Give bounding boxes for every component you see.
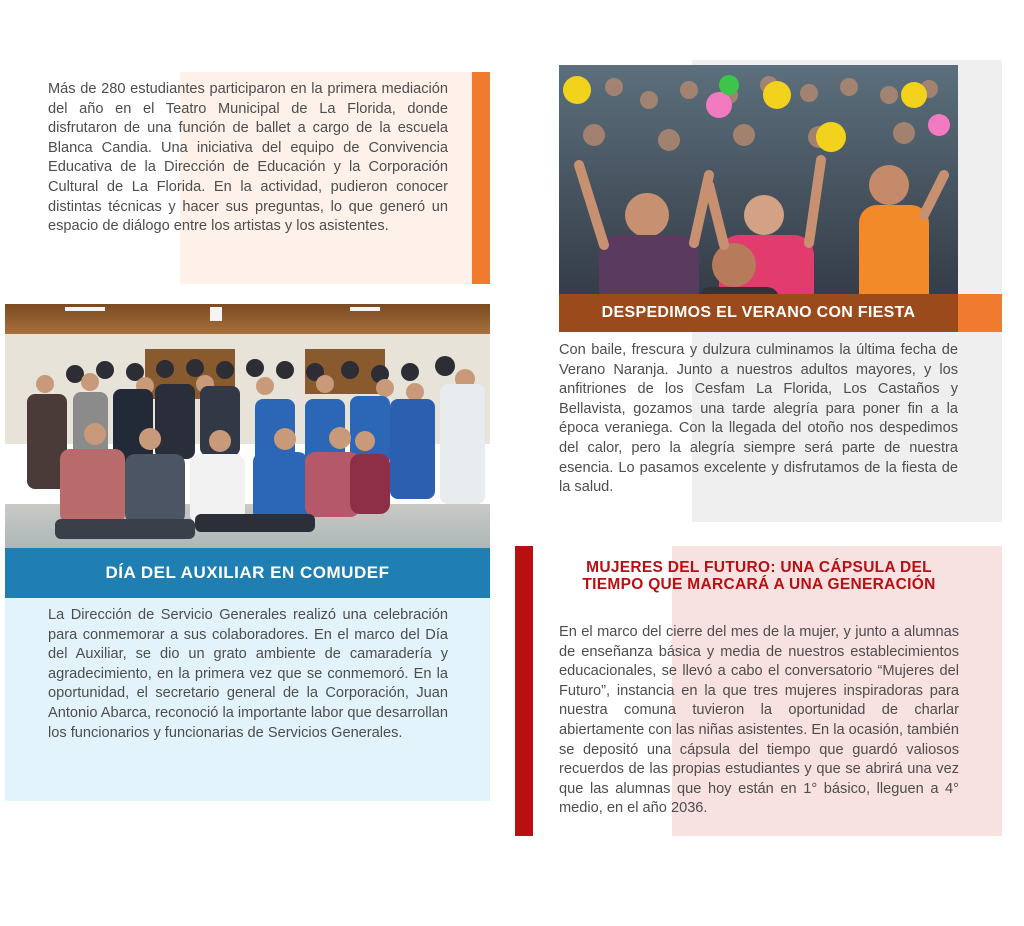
auxiliar-article-text: La Dirección de Servicio Generales realizó una celebración para conmemorar a sus colaboradores. En el marco del Día del Auxiliar, se dio un grato ambiente de camaradería y agradecimiento, en la primera vez que se conmemoró. En la oportunidad, el secretario general de la Corporación, Juan Antonio Abarca, reconoció la importante labor que desarrollan los funcionarios y funcionarias de Servicios Generales.	[48, 607, 448, 741]
mujeres-title: MUJERES DEL FUTURO: UNA CÁPSULA DEL TIEMPO QUE MARCARÁ A UNA GENERACIÓN	[582, 559, 936, 593]
verano-article-text: Con baile, frescura y dulzura culminamos la última fecha de Verano Naranja. Junto a nuestros adultos mayores, y los anfitriones de los Cesfam La Florida, Los Castaños y Bellavista, gozamos una tarde alegría para poner fin a la época veraniega. Con la llegada del otoño nos despedimos del calor, pero la alegría siempre será parte de nuestra esencia. Lo pasamos excelente y disfrutamos de la fiesta de la salud.	[559, 342, 958, 496]
verano-title: DESPEDIMOS EL VERANO CON FIESTA	[559, 294, 958, 332]
verano-accent-bar	[958, 294, 1002, 332]
ballet-accent-bar	[472, 72, 490, 284]
verano-party-photo	[559, 65, 958, 330]
mujeres-article-text: En el marco del cierre del mes de la mujer, y junto a alumnas de enseñanza básica y media de nuestros establecimientos educacionales, se llevó a cabo el conversatorio “Mujeres del Futuro”, instancia en la que tres mujeres inspiradoras para nuestra comuna tuvieron la oportunidad de charlar abiertamente con las niñas asistentes. En la ocasión, también se depositó una cápsula del tiempo que guardó valiosos recuerdos de las propias estudiantes y que se abrirá una vez que las alumnas que hoy están en 1° básico, lleguen a 4° medio, en el año 2036.	[559, 624, 959, 817]
ballet-article-text: Más de 280 estudiantes participaron en la primera mediación del año en el Teatro Municipal de La Florida, donde disfrutaron de una función de ballet a cargo de la escuela Blanca Candia. Una iniciativa del equipo de Convivencia Educativa de la Dirección de Educación y la Corporación Cultural de La Florida. En la actividad, pudieron conocer distintas técnicas y hacer sus preguntas, lo que generó un espacio de diálogo entre los artistas y los asistentes.	[48, 81, 448, 235]
mujeres-accent-bar	[515, 546, 533, 836]
auxiliar-title: DÍA DEL AUXILIAR EN COMUDEF	[5, 548, 490, 598]
